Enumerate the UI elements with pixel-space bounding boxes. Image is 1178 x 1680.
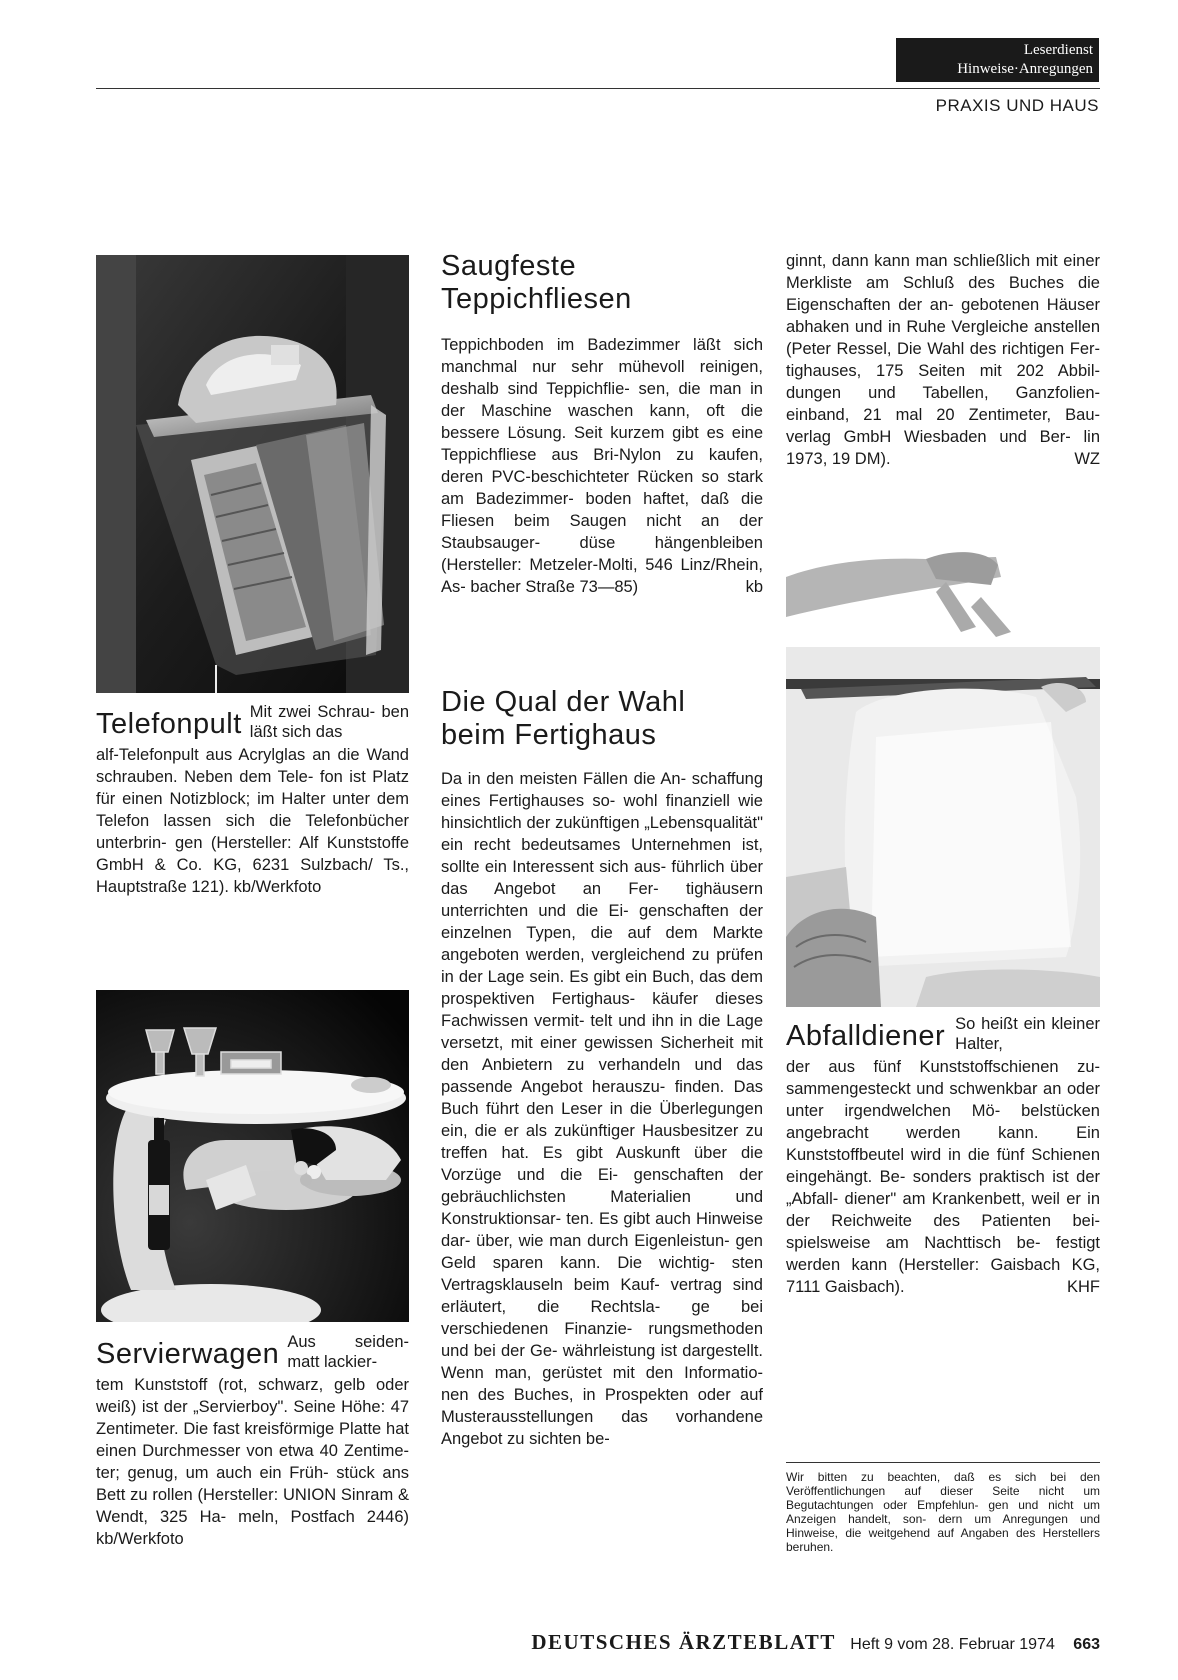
fertighaus-continuation: [786, 250, 1100, 470]
servierwagen-title: Servierwagen: [96, 1338, 280, 1370]
teppich-signature: kb: [745, 578, 763, 596]
section-box-line1: Leserdienst: [1023, 42, 1093, 58]
fertighaus-signature: WZ: [1074, 450, 1100, 468]
servierwagen-article: [96, 1332, 409, 1550]
fertighaus-title: [441, 686, 763, 752]
abfalldiener-title: Abfalldiener: [786, 1020, 946, 1052]
fertighaus-continuation-body: ginnt, dann kann man schließlich mit einer Merkliste am Schluß des Buches die Eigenschaften der an- gebotenen Häuser abhaken und in Ruhe Vergleiche anstellen (Peter Ressel, Die Wahl des richtigen Fer- tighauses, 175 Seiten mit 202 Abbil- dungen und Tabellen, Ganzfolien- einband, 21 mal 20 Zentimeter, Bau- verlag GmbH Wiesbaden und Ber- lin 1973, 19 DM).: [786, 252, 1100, 468]
teppich-title: [441, 250, 763, 316]
footer-page-number: 663: [1073, 1636, 1100, 1653]
teppich-title-line1: Saugfeste: [441, 250, 577, 282]
fertighaus-title-line2: beim Fertighaus: [441, 719, 657, 751]
servierwagen-intro: Aus seiden- matt lackier-: [287, 1333, 409, 1371]
abfalldiener-article: [786, 1014, 1100, 1298]
servierwagen-photo: [96, 990, 409, 1322]
notice: Wir bitten zu beachten, daß es sich bei den Veröffentlichungen auf dieser Seite nicht um Begutachtungen oder Empfehlun- gen und nicht um Anzeigen handelt, son- dern um Anregungen und Hinweise, die weitgehend auf Angaben des Herstellers beruhen.: [786, 1470, 1100, 1554]
notice-rule: [786, 1462, 1100, 1463]
teppich-article: [441, 250, 763, 598]
abfalldiener-intro: So heißt ein kleiner Halter,: [955, 1015, 1100, 1053]
teppich-title-line2: Teppichfliesen: [441, 283, 632, 315]
abfalldiener-signature: KHF: [1067, 1278, 1100, 1296]
header-rule: [96, 88, 1100, 89]
section-name: PRAXIS UND HAUS: [935, 96, 1099, 115]
fertighaus-article: [441, 686, 763, 1450]
fertighaus-text: Da in den meisten Fällen die An- schaffung eines Fertighauses so- wohl finanziell wie hinsichtlich der zukünftigen „Lebensqualität" ein recht bedeutsames Unternehmen ist, sollte ein Interessent sich aus- führlich über das Angebot an Fer- tighäusern unterrichten und die Ei- genschaften der einzelnen Typen, die auf dem Markte angeboten werden, vergleichend zu prüfen in der Lage sein. Es gibt ein Buch, das dem prospektiven Fertighaus- käufer dieses Fachwissen vermit- telt und ihn in die Lage versetzt, mit einer gewissen Sicherheit mit den Anbietern zu verhandeln und das passende Angebot herauszu- finden. Das Buch führt den Leser in die Überlegungen ein, die er als zukünftiger Hausbesitzer zu treffen hat. Es gibt Auskunft über die Vorzüge und die Ei- genschaften der gebräuchlichsten Materialien und Konstruktionsar- ten. Es gibt auch Hinweise dar- über, wie man durch Eigenleistun- gen Geld sparen kann. Die wichtig- sten Vertragsklauseln beim Kauf- vertrag sind erläutert, die Rechtsla- ge bei verschiedenen Finanzie- rungsmethoden und bei der Ge- währleistung ist dargestellt. Wenn man, gerüstet mit den Informatio- nen des Buches, in Prospekten oder auf Musterausstellungen das vorhandene Angebot zu sichten be-: [441, 770, 763, 1448]
fertighaus-title-line1: Die Qual der Wahl: [441, 686, 686, 718]
telefonpult-photo: [96, 255, 409, 693]
abfalldiener-text: [786, 1056, 1100, 1298]
telefonpult-title: Telefonpult: [96, 708, 242, 740]
telefonpult-article: [96, 702, 409, 898]
footer-issue: Heft 9 vom 28. Februar 1974: [850, 1636, 1055, 1653]
servierwagen-text: tem Kunststoff (rot, schwarz, gelb oder weiß) ist der „Servierboy". Seine Höhe: 47 Zentimeter. Die fast kreisförmige Platte hat einen Durchmesser von etwa 40 Zentime- ter; genug, um auch ein Früh- stück ans Bett zu rollen (Hersteller: UNION Sinram & Wendt, 325 Ha- meln, Postfach 2446) kb/Werkfoto: [96, 1376, 409, 1548]
section-box: [896, 38, 1099, 82]
footer: [470, 1630, 1100, 1655]
fertighaus-continuation-text: [786, 250, 1100, 470]
abfalldiener-body: der aus fünf Kunststoffschienen zu- sammengesteckt und schwenkbar an oder unter irgendwelchen Mö- belstücken angebracht werden kann. Ein Kunststoffbeutel wird in die fünf Schienen eingehängt. Be- sonders praktisch ist der „Abfall- diener" am Krankenbett, weil er in der Reichweite des Patienten bei- spielsweise am Nachttisch be- festigt werden kann (Hersteller: Gaisbach KG, 7111 Gaisbach).: [786, 1058, 1100, 1296]
telefonpult-intro: Mit zwei Schrau- ben läßt sich das: [249, 703, 409, 741]
teppich-body: Teppichboden im Badezimmer läßt sich manchmal nur sehr mühevoll reinigen, deshalb sind Teppichflie- sen, die man in der Maschine waschen kann, oft die bessere Lösung. Seit kurzem gibt es eine Teppichfliese aus Bri-Nylon zu kaufen, deren PVC-beschichteter Rücken so stark am Badezimmer- boden haftet, daß die Fliesen beim Saugen nicht an der Staubsauger- düse hängenbleiben (Hersteller: Metzeler-Molti, 546 Linz/Rhein, As- bacher Straße 73—85): [441, 336, 763, 596]
abfalldiener-photo: [786, 537, 1100, 1007]
teppich-text: [441, 334, 763, 598]
section-box-line2: Hinweise·Anregungen: [957, 61, 1093, 77]
footer-masthead: DEUTSCHES ÄRZTEBLATT: [531, 1630, 836, 1654]
telefonpult-text: alf-Telefonpult aus Acrylglas an die Wand schrauben. Neben dem Tele- fon ist Platz für einen Notizblock; im Halter unter dem Telefon lassen sich die Telefonbücher unterbrin- gen (Hersteller: Alf Kunststoffe GmbH & Co. KG, 6231 Sulzbach/ Ts., Hauptstraße 121). kb/Werkfoto: [96, 746, 409, 896]
